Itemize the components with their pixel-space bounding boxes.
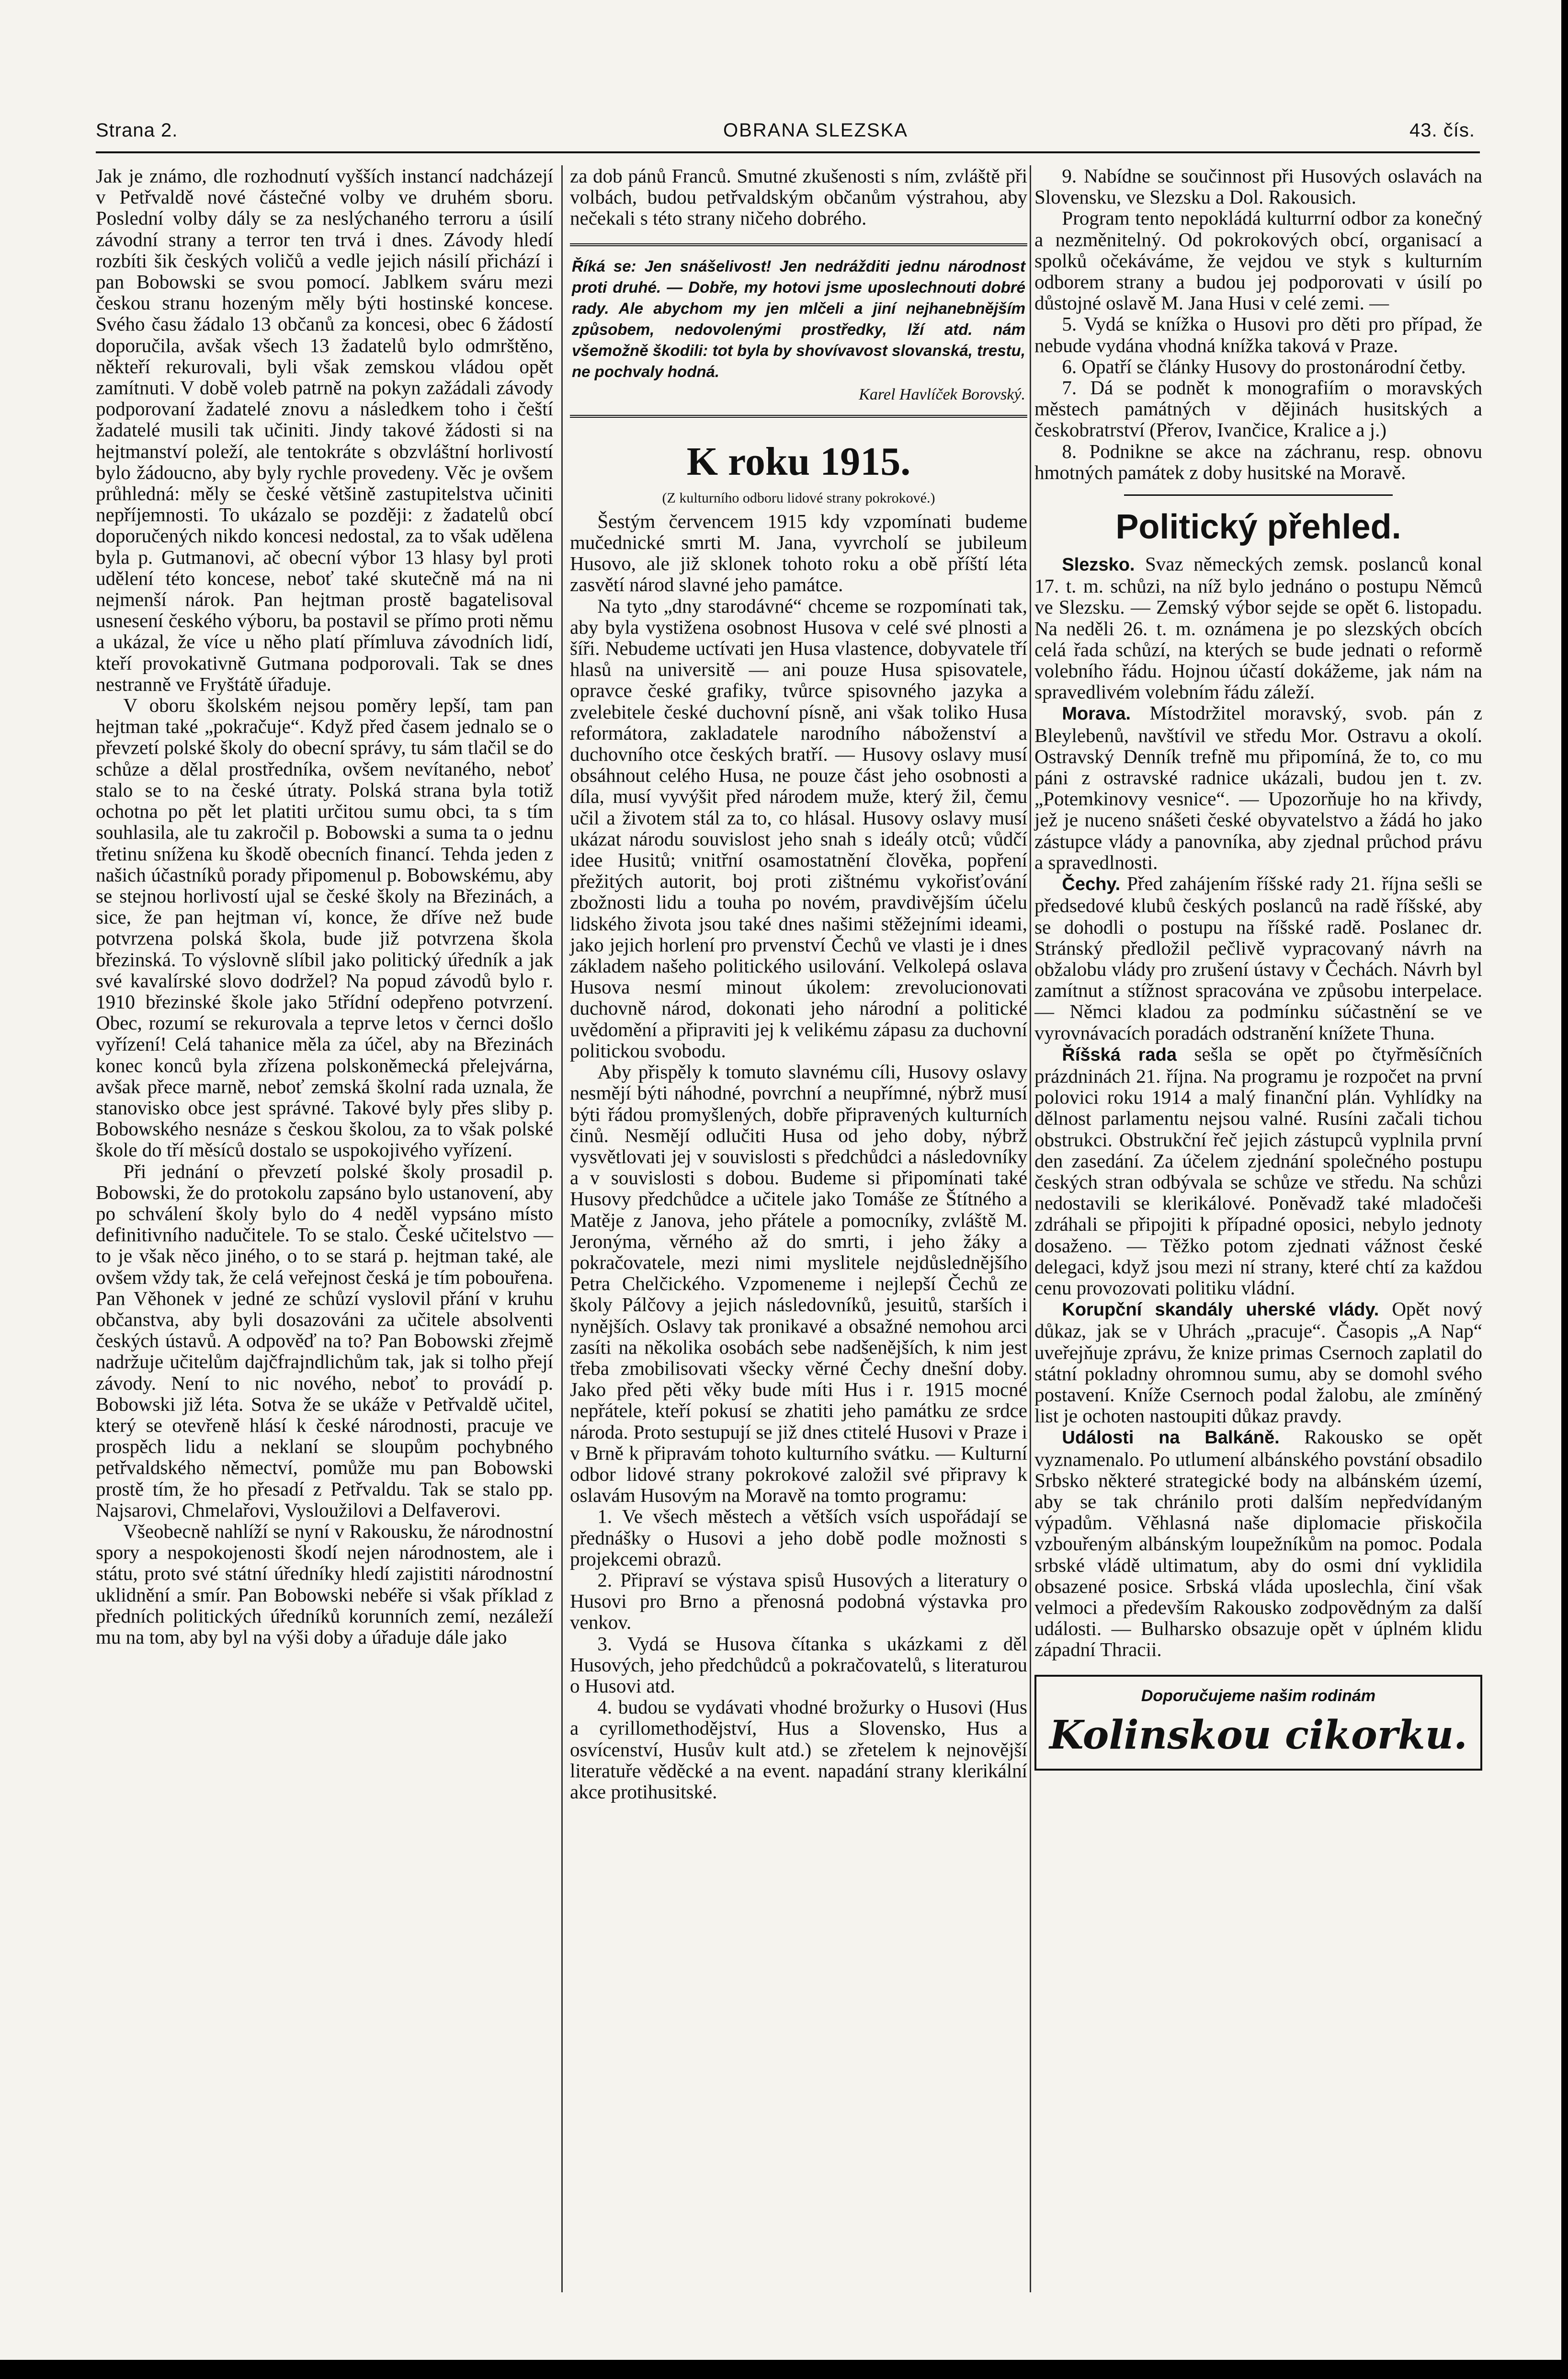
program-item: 4. budou se vydávati vhodné brožurky o Husovi (Hus a cyrillomethodějství, Hus a Slovensko, Hus a osvícenství, Husův kult atd.) se zřetelem k nejnovější literatuře věděcké a na event. napadání strany klerikální akce protihusitské. (570, 1696, 1027, 1803)
news-text: Rakousko se opět vyznamenalo. Po utlumení albánského povstání obsadilo Srbsko některé strategické body na albánském území, aby se tak chránilo proti dalším nepředvídaným výpadům. Věhlasná naše diplomacie přiskočila vzbouřeným albánským loupežníkům na pomoc. Podala srbské vládě ultimatum, aby do osmi dní vyklidila obsazené posice. Srbská vláda uposlechla, činí však velmoci a především Rakousko zodpovědným za další události. — Bulharsko obsazuje opět v úplném klidu západní Thracii. (1034, 1426, 1483, 1661)
paragraph: V oboru školském nejsou poměry lepší, tam pan hejtman také „pokračuje“. Když před časem jednalo se o převzetí polské školy do obecní správy, tu sám tlačil se do schůze a dělal prostředníka, ovšem nevítaného, neboť stalo se to na české útraty. Polská strana byla totiž ochotna po pět let platiti určitou sumu obci, ta s tím souhlasila, ale tu zakročil p. Bobowski a suma ta o jednu třetinu snížena ku škodě obecních financí. Tehda jeden z našich účastníků porady připomenul p. Bobowskému, aby se stejnou horlivostí ujal se české školy na Březinách, a sice, že pan hejtman ví, konce, že dříve než bude potvrzena polská škola, bude již potvrzena škola březinská. To výslovně slíbil jako politický úředník a jak své kavalírské slovo dodržel? Na popud závodů bylo r. 1910 březinské škole jako 5třídní odepřeno potvrzení. Obec, rozumí se rekurovala a teprve letos v černci došlo vyřízení! Celá tahanice měla za účel, aby na Březinách konec konců byla zřízena polskoněmecká přelejvárna, avšak přece marně, neboť zemská školní rada uznala, že stanovisko obce jest správné. Takové byly přes sliby p. Bobowského nesnáze s českou školou, za to však polské škole do tří měsíců dostalo se uspokojivého vyřízení. (96, 694, 553, 1161)
program-item: 5. Vydá se knížka o Husovi pro děti pro případ, že nebude vydána vhodná knížka taková v Praze. (1034, 313, 1482, 356)
program-item: 8. Podnikne se akce na záchranu, resp. obnovu hmotných památek z doby husitské na Moravě. (1034, 440, 1482, 483)
article-subtitle: (Z kulturního odboru lidové strany pokrokové.) (662, 490, 935, 506)
section-rule (1124, 494, 1393, 496)
program-item: 3. Vydá se Husova čítanka s ukázkami z děl Husových, jeho předchůdců a pokračovatelů, s literaturou o Husovi atd. (570, 1632, 1027, 1697)
news-text: Opět nový důkaz, jak se v Uhrách „pracuje“. Časopis „A Nap“ uveřejňuje zprávu, že knize primas Csernoch zaplatil do státní pokladny ohromnou sumu, aby se domohl svého postavení. Kníže Csernoch podal žalobu, ale zmíněný list je ochoten nastoupiti důkaz pravdy. (1034, 1298, 1483, 1427)
news-item (1034, 1298, 1482, 1426)
news-item (1034, 1043, 1482, 1298)
paragraph: Při jednání o převzetí polské školy prosadil p. Bobowski, že do protokolu zapsáno bylo ustanovení, aby po schválení školy bylo do 4 neděl vypsáno místo definitivního nadučitele. To se stalo. České učitelstvo — to je však něco jiného, o to se stará p. hejtman také, ale ovšem vždy tak, že celá veřejnost česká je tím pobouřena. Pan Věhonek v jedné ze schůzí vyslovil přání v kruhu občanstva, aby byli dosazováni za učitele absolventi českých ústavů. A odpověď na to? Pan Bobowski zřejmě nadržuje učitelům dajčfrajndlichům tak, jak si tolho přejí závody. Není to nic nového, neboť to provádí p. Bobowski již léta. Sotva že se ukáže v Petřvaldě učitel, který se otevřeně hlásí k české národnosti, pracuje ve prospěch lidu a neklaní se sloupům pochybného petřvaldského němectví, pomůže mu pan Bobowski prostě tím, že ho přesadí z Petřvaldu. Tak se stalo pp. Najsarovi, Chmelařovi, Vysloužilovi a Delfaverovi. (96, 1160, 553, 1521)
column-1 (96, 165, 553, 1647)
news-lead: Korupční skandály uherské vlády. (1062, 1300, 1379, 1320)
paragraph: Šestým červencem 1915 kdy vzpomínati budeme mučednické smrti M. Jana, vyvrcholí se jubileum Husovo, ale již sklonek tohoto roku a obě příští léta zasvětí národ slavné jeho památce. (570, 510, 1027, 596)
paragraph: Všeobecně nahlíží se nyní v Rakousku, že národnostní spory a nespokojenosti škodí nejen národnostem, ale i státu, proto své státní úředníky hledí zajistiti národnostní uklidnění a smír. Pan Bobowski nebéře si však příklad z předních politických úředníků korunních zemí, nezáleží mu na tom, aby byl na výši doby a úřaduje dále jako (96, 1520, 553, 1648)
news-item (1034, 873, 1482, 1043)
ad-tagline: Doporučujeme našim rodinám (1141, 1686, 1376, 1705)
news-text: sešla se opět po čtyřměsíčních prázdninách 21. října. Na programu je rozpočet na první polovici roku 1914 a malý finanční plán. Vyhlídky na dělnost parlamentu nejsou valné. Rusíni začali tichou obstrukci. Obstrukční řeč jejich zástupců vyplnila první den zasedání. Za účelem zjednání společného postupu českých stran odbývala se schůze ve středu. Na schůzi nedostavili se klerikálové. Poněvadž také mladočeši zdráhali se připojiti k případné oposici, nebylo jednoty dosaženo. — Těžko potom zjednati vážnost české delegaci, když jsou mezi ní strany, které chtí za každou cenu provozovati politiku vládní. (1034, 1042, 1482, 1299)
quote-box (570, 243, 1027, 418)
news-lead: Slezsko. (1062, 555, 1135, 575)
program-item: 7. Dá se podnět k monografiím o moravských městech památných v dějinách husitských a českobratrství (Přerov, Ivančice, Kralice a j.) (1034, 377, 1482, 441)
news-lead: Čechy. (1062, 874, 1121, 895)
section-title: Politický přehled. (1115, 508, 1401, 547)
news-text: Před zahájením říšské rady 21. října sešli se předsedové klubů českých poslanců na radě říšské, aby se dohodli o postupu na říšské radě. Poslanec dr. Stránský předložil pečlivě vypracovaný návrh na obžalobu vlády pro zrušení ústavy v Čechách. Návrh byl zamítnut a stížnost spracována ve způsobu interpelace. — Němci kladou za podmínku súčastnění se ve vyrovnávacích poradách odstranění knížete Thuna. (1034, 872, 1482, 1044)
news-text: Místodržitel moravský, svob. pán z Bleylebenů, navštívil ve středu Mor. Ostravu a okolí. Ostravský Denník trefně mu připomíná, že to, co mu páni z ostravské radnice ukázali, budou jen t. zv. „Potemkinovy vesnice“. — Upozorňuje ho na křivdy, jež je nuceno snášeti české obyvatelstvo a žádá ho jako zástupce vlády a panovníka, aby zjednal průchod právu a spravedlnosti. (1034, 702, 1483, 873)
article-title: K roku 1915. (686, 439, 911, 484)
news-item (1034, 702, 1482, 873)
news-item (1034, 553, 1482, 702)
scan-edge (0, 2360, 1568, 2379)
paragraph: Na tyto „dny starodávné“ chceme se rozpomínati tak, aby byla vystižena osobnost Husova v celé své plnosti a šíři. Nebudeme uctívati jen Husa vlastence, dobyvatele tří hlasů na universitě — ani pouze Husa spisovatele, opravce české grafiky, tvůrce spisovného jazyka a zvelebitele české duchovní písně, ani však toliko Husa reformátora, zakladatele narodního náboženství a duchovního otce českých bratří. — Husovy oslavy musí obsáhnout celého Husa, ne pouze část jeho osobnosti a díla, musí vyvýšit před národem muže, který žil, čemu učil a životem stál za to, co hlásal. Husovy oslavy musí ukázat národu souvislost jeho snah s ideály otců; vůdčí idee Husitů; vnitřní osamostatnění člověka, popření přežitých autorit, boj proti zištnému vykořisťování zbožnosti lidu a touha po novém, pravdivějším účelu lidského života jsou také dnes našimi stěžejními ideami, jako jejich horlení pro prvenství Čechů ve vlasti je i dnes základem našeho politického usilování. Velkolepá oslava Husova nesmí minout úkolem: zrevolucionovati duchovně národ, dokonati jeho národní a politické uvědomění a připraviti jej k velikému zápasu za duchovní politickou svobodu. (570, 595, 1027, 1062)
scan-edge (1561, 0, 1568, 2379)
program-item: 6. Opatří se články Husovy do prostonárodní četby. (1062, 355, 1466, 377)
program-item: 2. Připraví se výstava spisů Husových a literatury o Husovi pro Brno a přenosná podobná výstavka pro venkov. (570, 1568, 1027, 1634)
news-lead: Události na Balkáně. (1062, 1428, 1280, 1448)
quote-text: Říká se: Jen snášelivost! Jen nedrážditi jednu národnost proti druhé. — Dobře, my hotovi jsme uposlechnouti dobré rady. Ale abychom my jen mlčeli a jiní nejhanebnějším způsobem, nedovolenými prostředky, lží atd. nám všemožně škodili: tot byla by shovívavost slovanská, trestu, ne pochvaly hodná. (572, 257, 1025, 380)
advertisement-box (1034, 1675, 1482, 1771)
page-header (96, 120, 1475, 149)
ad-brand: Kolinskou cikorku. (1049, 1712, 1467, 1758)
paragraph: Program tento nepokládá kulturrní odbor za konečný a nezměnitelný. Od pokrokových obcí, organisací a spolků očekáváme, že vejdou ve styk s kulturním odborem strany a budou jej podporovati v úsilí po důstojné oslavě M. Jana Husi v celé zemi. — (1034, 207, 1482, 314)
column-3 (1034, 165, 1482, 1771)
program-item: 1. Ve všech městech a větších vsích uspořádají se přednášky o Husovi a jeho době podle možnosti s projekcemi obrazů. (570, 1505, 1027, 1570)
paragraph: za dob pánů Franců. Smutné zkušenosti s ním, zvláště při volbách, budou petřvaldským občanům výstrahou, aby nečekali s této strany ničeho dobrého. (570, 165, 1027, 229)
header-rule (96, 151, 1480, 153)
news-lead: Říšská rada (1062, 1044, 1177, 1065)
column-divider (1030, 165, 1031, 2292)
program-item: 9. Nabídne se součinnost při Husových oslavách na Slovensku, ve Slezsku a Dol. Rakousich. (1034, 165, 1482, 208)
newspaper-title: OBRANA SLEZSKA (723, 120, 908, 141)
quote-author: Karel Havlíček Borovský. (859, 385, 1025, 403)
issue-number: 43. čís. (1409, 120, 1475, 141)
page-number: Strana 2. (96, 120, 178, 141)
column-divider (561, 165, 563, 2292)
news-text: Svaz německých zemsk. poslanců konal 17. t. m. schůzi, na níž bylo jednáno o postupu Němců ve Slezsku. — Zemský výbor sejde se opět 6. listopadu. Na neděli 26. t. m. oznámena je po slezských obcích celá řada schůzí, na kterých se bude jednati o reformě volebního řádu. Hojnou účastí dokážeme, jak nám na spravedlivém volebním řádu záleží. (1034, 553, 1483, 703)
column-2 (570, 165, 1027, 1802)
news-lead: Morava. (1062, 704, 1131, 724)
paragraph: Jak je známo, dle rozhodnutí vyšších instancí nadcházejí v Petřvaldě nové částečné volby ve druhém sboru. Poslední volby dály se za neslýchaného terroru a úsilí závodní strany a terror ten trvá i dnes. Závody hledí rozbíti šik českých voličů a vedle jejich násilí přichází i pan Bobowski se svou pomocí. Jablkem sváru mezi českou stranu hozeným měly býti hostinské koncese. Svého času žádalo 13 občanů za koncesi, obec 6 žádostí doporučila, avšak všech 13 žadatelů bylo odmrštěno, někteří rekurovali, byli však zemskou vládou opět zamítnuti. V době voleb patrně na pokyn zažádali závody podporovaní žadatelé znovu a následkem toho i čeští žadatelé musili tak učiniti. Jindy takové žádosti si na hejtmanství poleží, ale tentokráte s obzvláštní horlivostí bylo žádoucno, aby byly rychle provedeny. Věc je ovšem průhledná: měly se české většině zastupitelstva učiniti nepříjemnosti. To ukázalo se později: z žadatelů obcí doporučených nikdo koncesi nedostal, za to však udělena byla p. Gutmanovi, ač obecní výbor 13 hlasy byl proti udělení této koncese, neboť také skutečně má na ni nejmenší nárok. Pan hejtman prostě bagatelisoval usnesení českého výboru, ba postavil se přímo proti němu a ukázal, že více u něho platí přímluva závodních lidí, kteří provokativně Gutmana podporovali. Tak se dnes nestranně ve Fryštátě úřaduje. (96, 165, 553, 695)
paragraph: Aby přispěly k tomuto slavnému cíli, Husovy oslavy nesmějí býti náhodné, povrchní a neupřímné, nýbrž musí býti řádou promyšlených, dobře připravených kulturních činů. Nesmějí odlučiti Husa od jeho doby, nýbrž vysvětlovati jej v souvislosti s předchůdci a následovníky a v souvislosti s dobou. Budeme si připomínati také Husovy předchůdce a učitele jako Tomáše ze Štítného a Matěje z Janova, jeho přátele a pomocníky, zvláště M. Jeronýma, věrného až do smrti, i jeho žáky a pokračovatele, mezi nimi myslitele nejdůslednějšího Petra Chelčického. Vzpomeneme i nejlepší Čechů ze školy Pálčovy a jejich následovníků, jesuitů, starších i nynějších. Oslavy tak pronikavé a obsažné nemohou arci zasíti na několika osobách sebe nadšenějších, k nim jest třeba zmobilisovati všecky věrné Čechy dnešní doby. Jako před pěti věky bude míti Hus i r. 1915 mocné nepřátele, kteří pokusí se zhatiti jeho památku ze srdce národa. Proto sestupují se již dnes ctitelé Husovi v Praze i v Brně k připravám tohoto kulturního svátku. — Kulturní odbor lidové strany pokrokové založil své připravy k oslavám Husovým na Moravě na tomto programu: (570, 1061, 1027, 1507)
news-item (1034, 1426, 1482, 1660)
